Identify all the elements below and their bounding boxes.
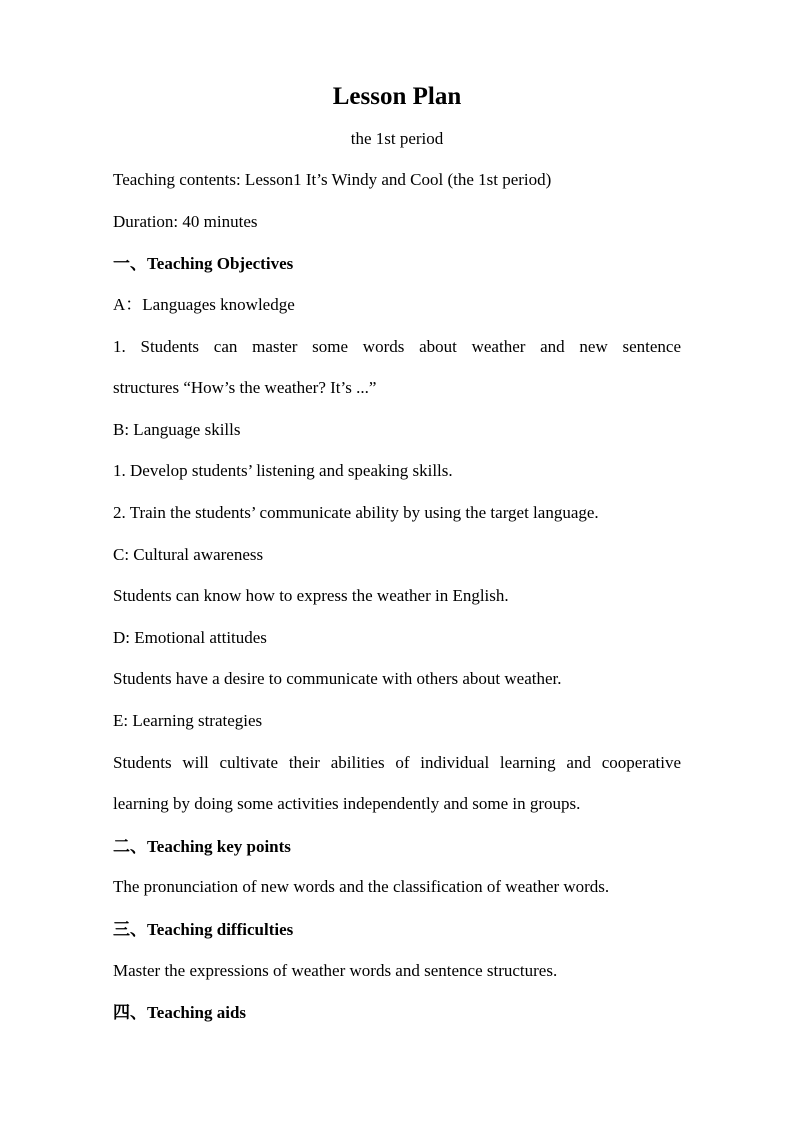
languages-knowledge-heading: A：Languages knowledge xyxy=(113,295,295,314)
languages-knowledge-item-1-line-1: 1. Students can master some words about weather and new sentence xyxy=(113,337,681,356)
cultural-awareness-text: Students can know how to express the weather in English. xyxy=(113,586,509,605)
learning-strategies-text-line-1: Students will cultivate their abilities of individual learning and cooperative xyxy=(113,753,681,772)
emotional-attitudes-text: Students have a desire to communicate with others about weather. xyxy=(113,669,562,688)
objectives-heading: 一、Teaching Objectives xyxy=(113,254,294,273)
learning-strategies-heading: E: Learning strategies xyxy=(113,711,263,730)
teaching-contents: Teaching contents: Lesson1 It’s Windy and Cool (the 1st period) xyxy=(113,170,552,189)
teaching-aids-heading: 四、Teaching aids xyxy=(113,1003,247,1022)
language-skills-item-2: 2. Train the students’ communicate ability by using the target language. xyxy=(113,503,599,522)
emotional-attitudes-heading: D: Emotional attitudes xyxy=(113,628,267,647)
learning-strategies-text-line-2: learning by doing some activities independently and some in groups. xyxy=(113,794,581,813)
document-title: Lesson Plan xyxy=(332,83,462,110)
languages-knowledge-item-1-line-2: structures “How’s the weather? It’s ...” xyxy=(113,378,377,397)
language-skills-item-1: 1. Develop students’ listening and speaking skills. xyxy=(113,461,453,480)
document-subtitle: the 1st period xyxy=(350,129,444,148)
duration: Duration: 40 minutes xyxy=(113,212,258,231)
language-skills-heading: B: Language skills xyxy=(113,420,241,439)
difficulties-heading: 三、Teaching difficulties xyxy=(113,920,294,939)
key-points-heading: 二、Teaching key points xyxy=(113,837,291,856)
cultural-awareness-heading: C: Cultural awareness xyxy=(113,545,264,564)
key-points-text: The pronunciation of new words and the classification of weather words. xyxy=(113,877,610,896)
difficulties-text: Master the expressions of weather words and sentence structures. xyxy=(113,961,558,980)
